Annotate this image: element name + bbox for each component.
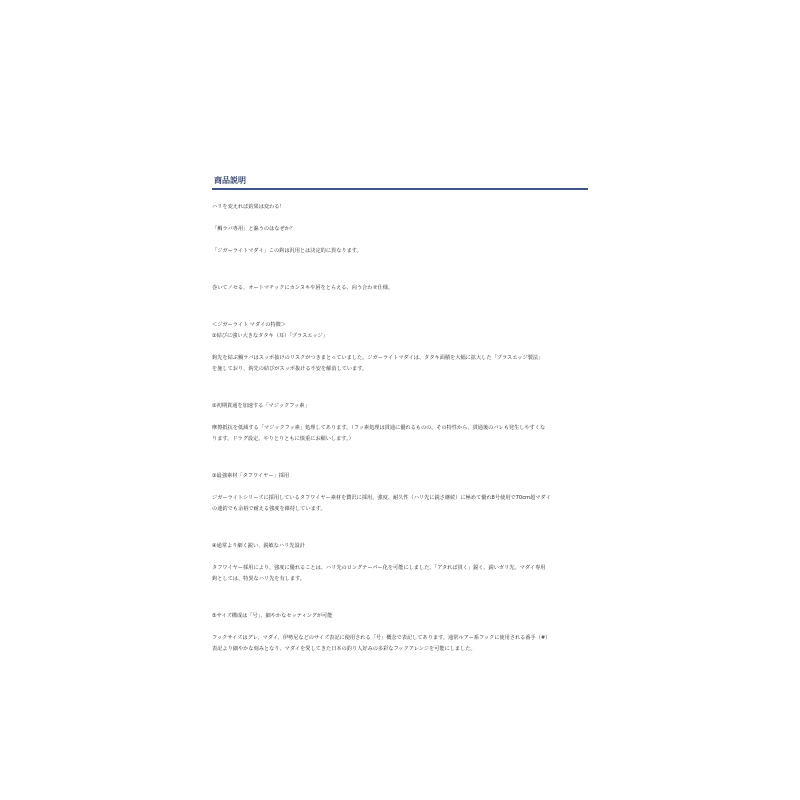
spacer <box>212 412 588 423</box>
spacer <box>212 235 588 246</box>
spacer <box>212 294 588 320</box>
description-line: ハリを変えれば釣果は変わる！ <box>212 204 285 210</box>
feature-heading: ①結びに強い大きなタタキ（耳）「プラスエッジ」 <box>212 333 328 339</box>
feature-text: 鈎としては、特異なハリ先を有します。 <box>212 576 305 582</box>
spacer <box>212 375 588 401</box>
spacer <box>212 552 588 563</box>
feature-text: 鈎先を結ぶ鯛ラバはスッポ抜けのリスクがつきまとっていました。ジガーライトマダイは、タタキ面積を大幅に拡大した「プラスエッジ製法」 <box>212 355 544 361</box>
feature-text: フックサイズはグレ、マダイ、伊勢尼などのサイズ表記に使用される「号」概念で表記してあります。通常ルアー系フックに使用される番手（#） <box>212 635 551 641</box>
feature-heading: ⑤サイズ構成は「号」、細やかなセッティングが可能 <box>212 613 333 619</box>
description-line: 「ジガーライトマダイ」この鈎は汎用とは決定的に異なります。 <box>212 248 362 254</box>
feature-list-title: ＜ジガーライト マダイの特徴＞ <box>212 322 287 328</box>
feature-text: 摩擦抵抗を低減する「マジックフッ素」処理してあります。（フッ素処理は貫通に優れるものの、その特性から、貫通後のバレも発生しやすくな <box>212 425 546 431</box>
description-line: 「鯛ラバ専用」と謳うのはなぜか？ <box>212 226 296 232</box>
spacer <box>212 482 588 493</box>
spacer <box>212 445 588 471</box>
feature-text: タフワイヤー採用により、強度に優れることは、ハリ先のロングテーパー化を可能にしました。「アタれば貫く」鋭く、鋭いガリ先。マダイ専用 <box>212 565 546 571</box>
product-description <box>212 176 588 655</box>
spacer <box>212 342 588 353</box>
feature-text: 表記より細やかな刻みとなり、マダイを愛してきた日本の釣り人好みの多彩なフックアレンジを可能にしました。 <box>212 646 476 652</box>
feature-text: を施しており、鈎先の結びがスッポ抜ける不安を解消しています。 <box>212 366 368 372</box>
spacer <box>212 622 588 633</box>
spacer <box>212 585 588 611</box>
spacer <box>212 515 588 541</box>
feature-heading: ③最強素材「タフワイヤー」採用 <box>212 473 290 479</box>
feature-text: ります。ドラグ設定、やりとりともに慎重にお願いします。） <box>212 436 354 442</box>
feature-text: の連釣でも余裕で耐える強度を維持しています。 <box>212 506 326 512</box>
feature-text: ジガーライトシリーズに採用しているタフワイヤー素材を贅沢に採用。強度、耐久性（ハリ先に鋭さ継続）に極めて優れ8号使用で70cm超マダイ <box>212 495 551 501</box>
spacer <box>212 213 588 224</box>
feature-heading: ④通常より細く鋭い、鋭敏なハリ先設計 <box>212 543 305 549</box>
feature-heading: ②初期貫通を加速する「マジックフッ素」 <box>212 403 310 409</box>
section-heading: 商品説明 <box>212 176 588 190</box>
description-line: 巻いてノセる、オートマチックにカンヌキや唇をとらえる、向う合わせ仕様。 <box>212 285 394 291</box>
spacer <box>212 257 588 283</box>
